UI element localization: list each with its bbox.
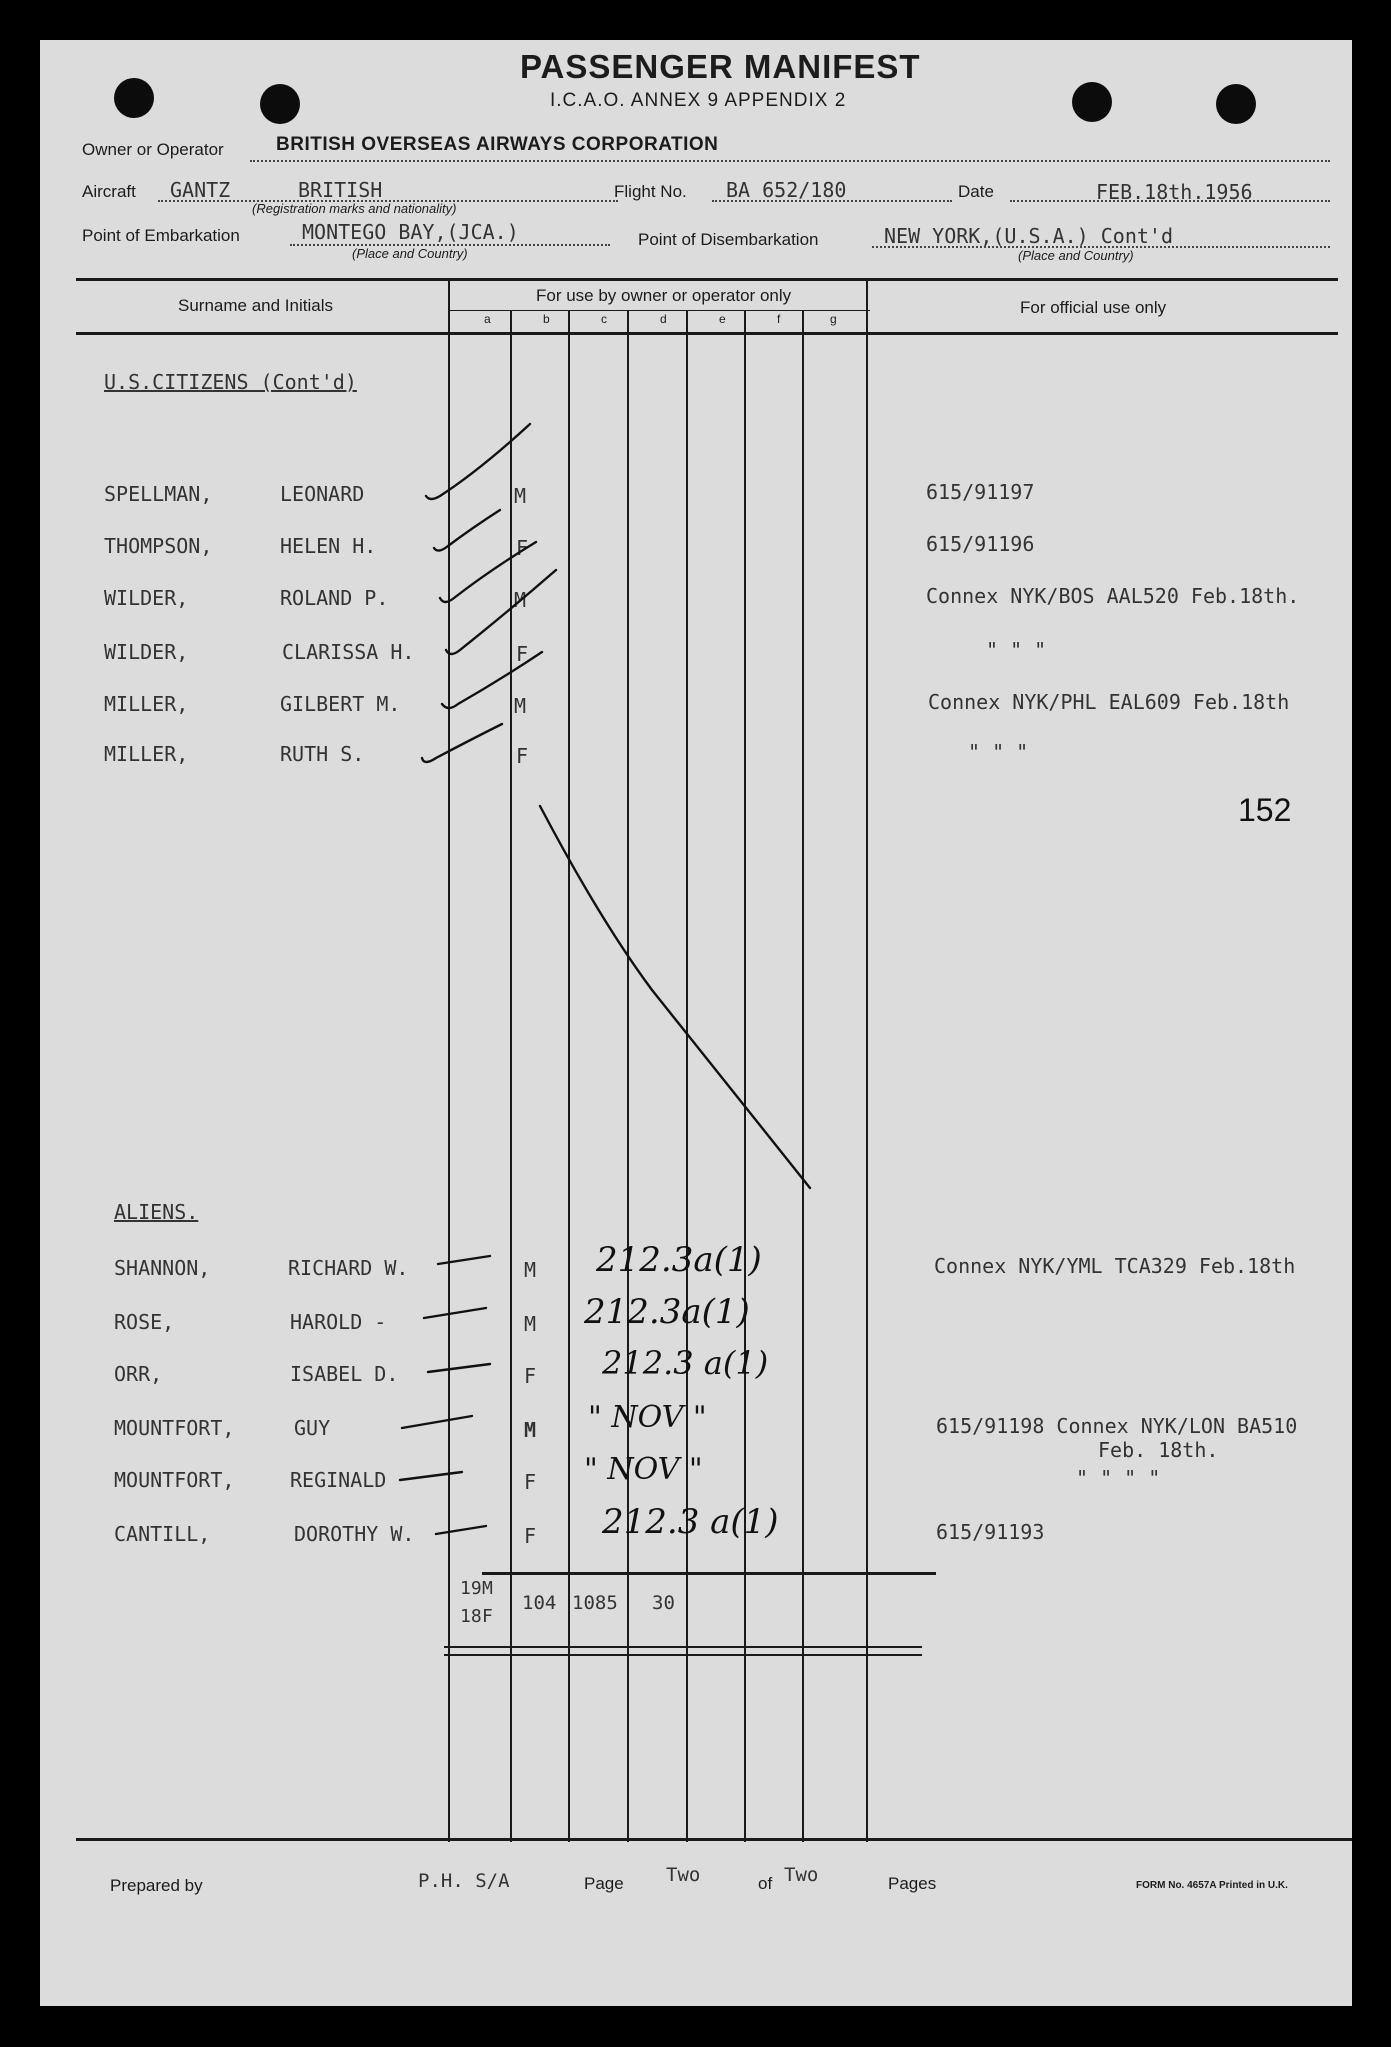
punch-hole [1216,84,1256,124]
date-value: FEB.18th.1956 [1096,180,1253,204]
row-surname: CANTILL, [114,1522,211,1546]
dash-mark [400,1472,462,1480]
manifest-page [40,40,1352,2006]
row-official: Connex NYK/BOS AAL520 Feb.18th. [926,584,1300,608]
aircraft-note: (Registration marks and nationality) [252,201,457,216]
column-letter: c [601,312,607,326]
dash-mark [428,1364,490,1372]
row-sex: F [516,536,529,560]
column-letter: d [660,312,667,326]
column-rule [627,310,629,1842]
row-sex: F [524,1364,537,1388]
section-heading-us: U.S.CITIZENS (Cont'd) [104,370,357,394]
of-value: Two [784,1864,819,1886]
row-sex: M [514,588,527,612]
row-given: CLARISSA H. [282,640,415,664]
flight-label: Flight No. [614,182,687,201]
row-given: HELEN H. [280,534,377,558]
section-heading-aliens: ALIENS. [114,1200,199,1224]
header-operator-use: For use by owner or operator only [536,286,792,305]
total-col-c: 1085 [572,1592,618,1614]
prepared-value: P.H. S/A [418,1870,510,1892]
owner-dotline [250,160,1330,162]
row-operator-note: 212.3a(1) [584,1292,750,1332]
column-letter: f [777,312,781,326]
row-sex: M [514,694,527,718]
row-surname: MOUNTFORT, [114,1416,235,1440]
disembark-note: (Place and Country) [1018,248,1134,263]
row-given: RUTH S. [280,742,365,766]
form-subtitle: I.C.A.O. ANNEX 9 APPENDIX 2 [550,90,847,111]
column-rule [744,310,746,1842]
row-official: " " " [968,740,1029,764]
row-official: 615/91198 Connex NYK/LON BA510 [936,1414,1298,1438]
flight-value: BA 652/180 [726,178,847,202]
disembark-value: NEW YORK,(U.S.A.) Cont'd [884,224,1173,248]
totals-top-rule [482,1572,936,1575]
of-label: of [758,1874,773,1893]
row-given: HAROLD - [290,1310,387,1334]
footer-rule [76,1838,1352,1841]
page-label: Page [584,1874,624,1893]
row-sex: F [516,642,529,666]
column-rule [448,280,450,1842]
date-dotline [1010,200,1330,202]
owner-label: Owner or Operator [82,140,224,159]
form-title: PASSENGER MANIFEST [520,48,921,85]
header-surname: Surname and Initials [178,296,333,315]
totals-double-rule [444,1654,922,1656]
row-official: 615/91196 [926,532,1035,556]
row-sex: M [524,1258,537,1282]
official-count: 152 [1238,792,1292,828]
row-official: Connex NYK/PHL EAL609 Feb.18th [928,690,1290,714]
row-surname: MOUNTFORT, [114,1468,235,1492]
check-mark [446,570,556,654]
column-letter: e [719,312,726,326]
column-rule [510,310,512,1842]
column-rule [866,280,868,1842]
row-surname: SHANNON, [114,1256,211,1280]
total-male-count: 19 [460,1578,482,1599]
row-sex: F [524,1470,537,1494]
total-female-count: 18 [460,1606,482,1627]
pages-label: Pages [888,1874,937,1893]
check-mark [434,510,500,551]
row-given: REGINALD [290,1468,387,1492]
row-surname: WILDER, [104,640,189,664]
row-official: 615/91197 [926,480,1035,504]
column-letter: a [484,312,491,326]
embark-note: (Place and Country) [352,246,468,261]
row-operator-note: 212.3 a(1) [602,1502,779,1542]
row-sex: M [524,1418,537,1442]
row-operator-note: " NOV " [588,1400,707,1435]
ditto-marks: " " " " [1076,1466,1161,1490]
row-given: GUY [294,1416,331,1440]
punch-hole [114,78,154,118]
row-given: GILBERT M. [280,692,401,716]
row-surname: SPELLMAN, [104,482,213,506]
dash-mark [424,1308,486,1318]
column-letter-rule [450,310,870,311]
dash-mark [402,1416,472,1428]
table-header-rule [76,332,1338,335]
row-given: LEONARD [280,482,365,506]
row-given: DOROTHY W. [294,1522,415,1546]
dash-mark [436,1526,486,1534]
page-value: Two [666,1864,701,1886]
flight-dotline [712,200,952,202]
row-sex: F [524,1524,537,1548]
row-operator-note: 212.3a(1) [596,1240,762,1280]
column-letter: g [830,312,837,326]
row-official: Connex NYK/YML TCA329 Feb.18th [934,1254,1296,1278]
embark-value: MONTEGO BAY,(JCA.) [302,220,519,244]
column-rule [802,310,804,1842]
total-male-label: M [482,1578,493,1599]
total-col-d: 30 [652,1592,675,1614]
row-operator-note: 212.3 a(1) [602,1344,769,1382]
row-official: " " " [986,638,1047,662]
row-official: 615/91193 [936,1520,1045,1544]
row-surname: ORR, [114,1362,163,1386]
row-surname: THOMPSON, [104,534,213,558]
table-top-rule [76,278,1338,281]
aircraft-reg: GANTZ [170,178,231,202]
aircraft-label: Aircraft [82,182,136,201]
form-number: FORM No. 4657A Printed in U.K. [1136,1880,1288,1891]
disembark-label: Point of Disembarkation [638,230,819,249]
row-sex: M [524,1312,537,1336]
dash-mark [438,1256,490,1264]
row-surname: MILLER, [104,742,189,766]
totals-double-rule [444,1646,922,1648]
aircraft-nat: BRITISH [298,178,383,202]
row-operator-note: " NOV " [584,1452,703,1487]
row-official: Feb. 18th. [1098,1438,1219,1462]
row-sex: M [514,484,527,508]
embark-label: Point of Embarkation [82,226,240,245]
owner-value: BRITISH OVERSEAS AIRWAYS CORPORATION [276,134,719,155]
row-given: ISABEL D. [290,1362,399,1386]
punch-hole [1072,82,1112,122]
row-given: ROLAND P. [280,586,389,610]
row-surname: MILLER, [104,692,189,716]
row-surname: ROSE, [114,1310,175,1334]
date-label: Date [958,182,994,201]
prepared-label: Prepared by [110,1876,203,1895]
row-surname: WILDER, [104,586,189,610]
total-female-label: F [482,1606,493,1627]
column-letter: b [543,312,550,326]
cancel-stroke [540,806,810,1188]
row-given: RICHARD W. [288,1256,409,1280]
header-official-use: For official use only [1020,298,1167,317]
column-rule [686,310,688,1842]
punch-hole [260,84,300,124]
check-mark [422,724,502,762]
column-rule [568,310,570,1842]
row-sex: F [516,744,529,768]
total-col-b: 104 [522,1592,557,1614]
